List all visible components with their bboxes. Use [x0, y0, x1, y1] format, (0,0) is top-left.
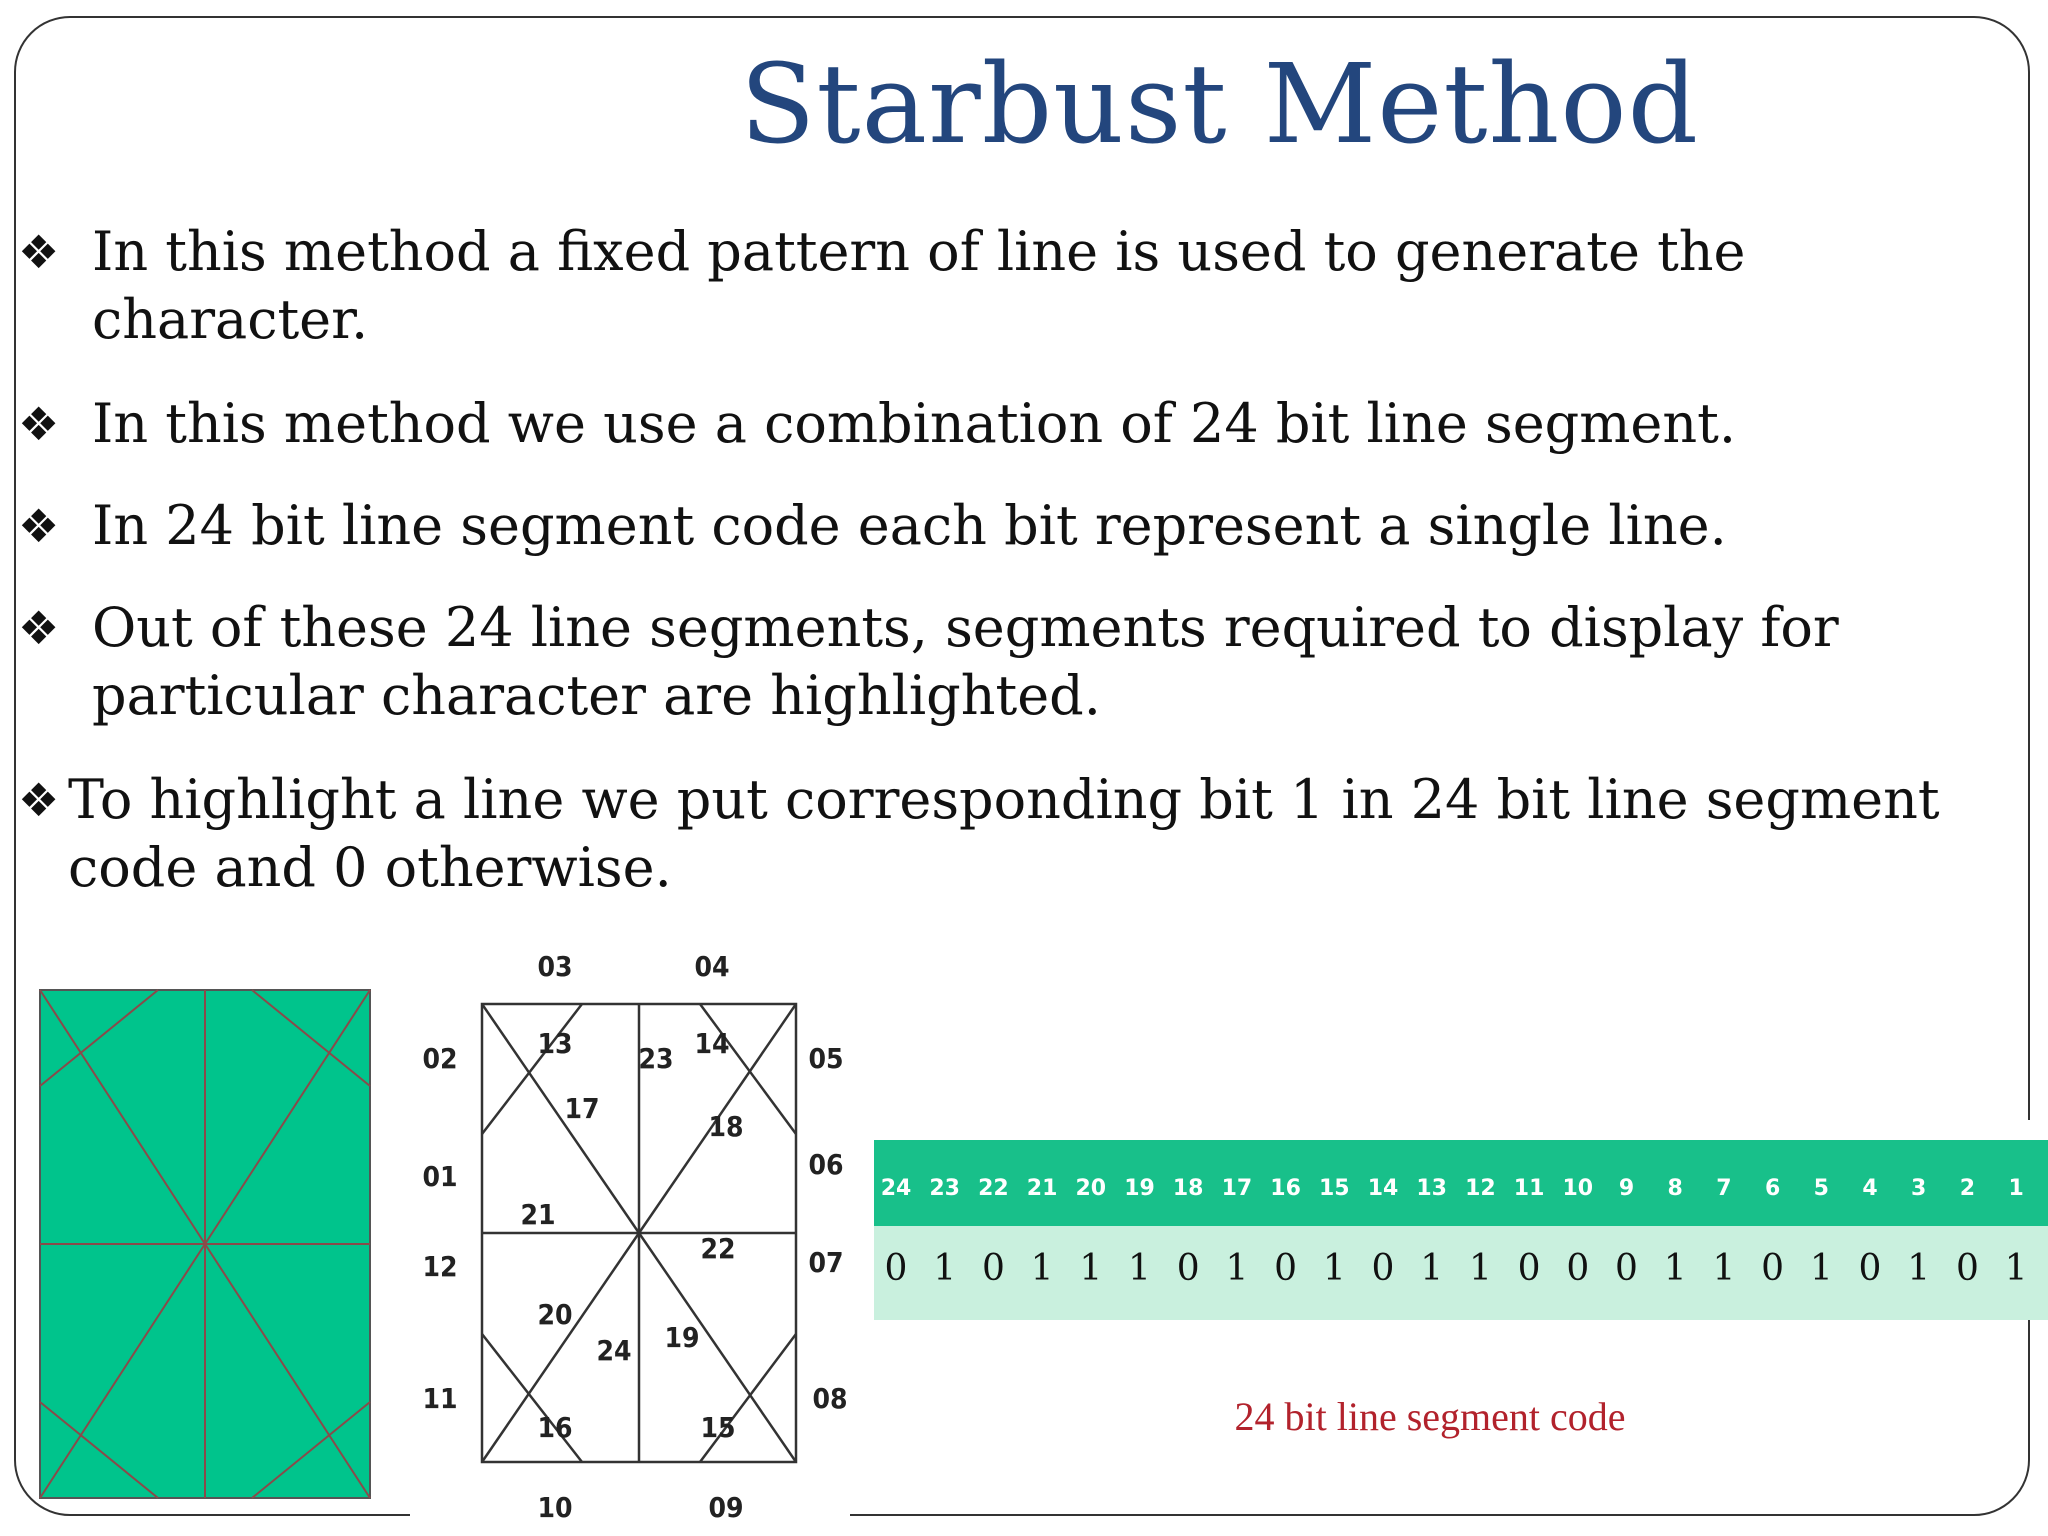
segment-label: 06	[808, 1148, 844, 1181]
bit-value: 0	[1858, 1248, 1882, 1289]
segment-label: 16	[537, 1411, 573, 1444]
bullet-3-text: In 24 bit line segment code each bit represent a single line.	[92, 494, 1727, 557]
slide-title: Starbust Method	[740, 40, 1700, 168]
bit-value: 0	[1517, 1248, 1541, 1289]
bit-position-label: 15	[1318, 1176, 1350, 1201]
bullet-1	[18, 218, 1988, 354]
bit-position-label: 11	[1513, 1176, 1545, 1201]
bit-value: 1	[1322, 1248, 1346, 1289]
bit-position-label: 16	[1270, 1176, 1301, 1201]
bit-value: 1	[1712, 1248, 1736, 1289]
diamond-bullet-icon: ❖	[18, 601, 60, 655]
bit-value: 1	[1420, 1248, 1444, 1289]
bullet-5-line-1: To highlight a line we put corresponding bit 1 in 24 bit line segment	[68, 768, 1940, 831]
segment-label: 17	[564, 1092, 600, 1125]
bit-position-label: 9	[1618, 1176, 1635, 1201]
segment-label: 04	[694, 950, 730, 983]
bullet-1-line-1: In this method a fixed pattern of line is used to generate the	[92, 220, 1746, 283]
segment-label: 12	[422, 1250, 458, 1283]
diamond-bullet-icon: ❖	[18, 225, 60, 279]
segment-label: 15	[700, 1411, 736, 1444]
bit-position-label: 2	[1959, 1176, 1976, 1201]
bit-value: 1	[1468, 1248, 1492, 1289]
grid-lines	[40, 990, 370, 1498]
segment-label: 02	[422, 1042, 458, 1075]
diamond-bullet-icon: ❖	[18, 397, 60, 451]
bit-value: 0	[884, 1248, 908, 1289]
bit-value: 0	[1371, 1248, 1395, 1289]
segment-label: 13	[537, 1027, 573, 1060]
segment-label: 05	[808, 1042, 844, 1075]
bullet-2	[18, 390, 1988, 458]
segment-label: 10	[537, 1491, 573, 1524]
code-caption-figure	[1180, 1380, 1680, 1450]
segment-label: 01	[422, 1160, 458, 1193]
bit-value: 1	[1030, 1248, 1054, 1289]
bit-position-label: 8	[1667, 1176, 1683, 1201]
bullet-5-line-2: code and 0 otherwise.	[68, 836, 672, 899]
segment-label: 21	[520, 1198, 556, 1231]
segment-label: 11	[422, 1382, 458, 1415]
bit-position-label: 5	[1813, 1176, 1829, 1201]
bit-position-label: 19	[1124, 1176, 1155, 1201]
bit-position-label: 3	[1911, 1176, 1927, 1201]
bit-value: 1	[2004, 1248, 2028, 1289]
bit-value: 0	[1955, 1248, 1979, 1289]
segment-label: 14	[694, 1027, 730, 1060]
bit-value: 1	[1225, 1248, 1249, 1289]
bullet-3	[18, 492, 1988, 560]
bit-position-label: 22	[978, 1176, 1009, 1201]
segment-label: 09	[708, 1491, 744, 1524]
bullet-4-line-2: particular character are highlighted.	[92, 664, 1101, 727]
bit-value: 0	[1566, 1248, 1590, 1289]
bit-value: 0	[1274, 1248, 1298, 1289]
diamond-bullet-icon: ❖	[18, 499, 60, 553]
bit-position-label: 12	[1465, 1176, 1496, 1201]
bit-value: 0	[1176, 1248, 1200, 1289]
bit-position-label: 18	[1172, 1176, 1204, 1201]
segment-label: 20	[537, 1298, 573, 1331]
bullet-4	[18, 594, 1988, 730]
bit-value: 1	[1079, 1248, 1103, 1289]
bit-value: 0	[1615, 1248, 1638, 1289]
bit-position-label: 7	[1716, 1176, 1732, 1201]
segment-label: 07	[808, 1246, 844, 1279]
bit-position-label: 17	[1221, 1176, 1253, 1201]
diamond-bullet-icon: ❖	[18, 773, 60, 827]
segment-label: 23	[638, 1042, 674, 1075]
bit-value: 1	[933, 1248, 957, 1289]
code-caption: 24 bit line segment code	[1234, 1394, 1626, 1439]
bit-value: 1	[1907, 1248, 1931, 1289]
bit-position-label: 14	[1367, 1176, 1399, 1201]
bit-value: 1	[1663, 1248, 1687, 1289]
bit-code-table	[874, 1140, 2048, 1340]
bit-value: 1	[1809, 1248, 1833, 1289]
bit-position-label: 4	[1862, 1176, 1878, 1201]
bit-position-label: 6	[1764, 1176, 1781, 1201]
segment-label: 19	[664, 1321, 700, 1354]
segment-label: 03	[537, 950, 573, 983]
segment-label: 18	[708, 1110, 744, 1143]
bit-position-label: 13	[1416, 1176, 1448, 1201]
bit-position-label: 23	[929, 1176, 961, 1201]
bit-value: 0	[1761, 1248, 1785, 1289]
bit-position-label: 21	[1026, 1176, 1058, 1201]
bit-value: 0	[981, 1248, 1005, 1289]
segment-label: 24	[596, 1334, 632, 1367]
bit-position-label: 10	[1562, 1176, 1594, 1201]
bit-position-label: 20	[1075, 1176, 1107, 1201]
segment-label: 08	[812, 1382, 848, 1415]
bullet-1-line-2: character.	[92, 288, 369, 351]
bullet-4-line-1: Out of these 24 line segments, segments required to display for	[92, 596, 1839, 659]
bullet-5	[18, 766, 1988, 902]
segment-number-diagram	[410, 940, 860, 1530]
bit-value: 1	[1128, 1248, 1151, 1289]
bit-position-label: 1	[2008, 1176, 2024, 1201]
segment-label: 22	[700, 1232, 736, 1265]
starburst-grid-figure	[38, 988, 374, 1502]
bullet-2-text: In this method we use a combination of 24 bit line segment.	[92, 392, 1737, 455]
bit-position-label: 24	[880, 1176, 912, 1201]
